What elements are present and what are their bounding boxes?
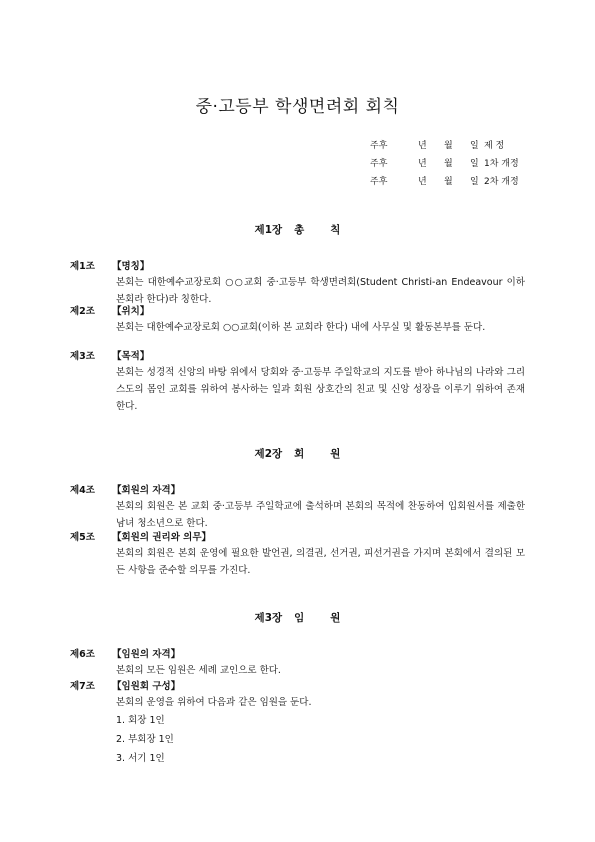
chapter-title-part: 원 (330, 612, 341, 624)
article (70, 679, 525, 768)
revision-month: 월 (444, 177, 453, 187)
revision-year: 년 (418, 141, 427, 151)
article-header (70, 304, 525, 319)
list-item: 1. 회장 1인 (116, 715, 165, 726)
revision-month: 월 (444, 141, 453, 151)
article-heading: 【임원회 구성】 (112, 681, 181, 692)
article-header (70, 259, 525, 274)
chapter-number: 제2장 (254, 448, 283, 460)
revision-era: 주후 (370, 177, 388, 187)
chapter-title-part: 칙 (330, 224, 341, 236)
article-number: 제2조 (70, 306, 95, 317)
chapter-number: 제1장 (254, 224, 283, 236)
article-heading: 【목적】 (112, 351, 150, 362)
list-item: 3. 서기 1인 (116, 753, 165, 764)
chapter-title-part: 원 (330, 448, 341, 460)
revision-row (370, 137, 519, 155)
article-text: 본회는 성경적 신앙의 바탕 위에서 당회와 중·고등부 주일학교의 지도를 받아 하나님의 나라와 그리스도의 몸인 교회를 위하여 봉사하는 일과 회원 상호간의 친교 및 신앙 성장을 이루기 위하여 존재한다. (116, 367, 525, 412)
revision-label: 2차 개정 (484, 177, 519, 187)
chapter-heading (0, 222, 595, 237)
revision-era: 주후 (370, 159, 388, 169)
chapter-title-part: 회 (294, 448, 305, 460)
article-heading: 【명칭】 (112, 261, 150, 272)
article-text: 본회의 모든 임원은 세례 교인으로 한다. (116, 665, 281, 676)
article (70, 259, 525, 308)
chapter-title-part: 임 (294, 612, 305, 624)
revision-era: 주후 (370, 141, 388, 151)
chapter-heading (0, 610, 595, 625)
revision-day: 일 (470, 177, 479, 187)
article-heading: 【회원의 자격】 (112, 485, 181, 496)
article-number: 제4조 (70, 485, 95, 496)
revision-day: 일 (470, 159, 479, 169)
article-text: 본회의 운영을 위하여 다음과 같은 임원을 둔다. (116, 697, 312, 708)
article-header (70, 530, 525, 545)
article-text: 본회의 회원은 본 교회 중·고등부 주일학교에 출석하며 본회의 목적에 찬동하여 입회원서를 제출한 남녀 청소년으로 한다. (116, 501, 525, 529)
revision-label: 제 정 (484, 141, 505, 151)
article (70, 530, 525, 579)
article (70, 349, 525, 415)
article-number: 제1조 (70, 261, 95, 272)
article (70, 304, 525, 336)
article-header (70, 349, 525, 364)
article-header (70, 483, 525, 498)
article-heading: 【위치】 (112, 306, 150, 317)
article-heading: 【회원의 권리와 의무】 (112, 532, 212, 543)
revision-day: 일 (470, 141, 479, 151)
article-text: 본회는 대한예수교장로회 ○○교회 중·고등부 학생면려회(Student Christi-an Endeavour 이하 본회라 한다)라 칭한다. (116, 277, 525, 305)
revision-month: 월 (444, 159, 453, 169)
article-text: 본회의 회원은 본회 운영에 필요한 발언권, 의결권, 선거권, 피선거권을 가지며 본회에서 결의된 모든 사항을 준수할 의무를 가진다. (116, 548, 525, 576)
article-number: 제3조 (70, 351, 95, 362)
revision-row (370, 155, 519, 173)
article-number: 제6조 (70, 649, 95, 660)
chapter-title-part: 총 (294, 224, 305, 236)
article (70, 647, 525, 679)
article-number: 제5조 (70, 532, 95, 543)
chapter-number: 제3장 (254, 612, 283, 624)
article-header (70, 679, 525, 694)
revision-year: 년 (418, 159, 427, 169)
article (70, 483, 525, 532)
article-number: 제7조 (70, 681, 95, 692)
revision-label: 1차 개정 (484, 159, 519, 169)
revision-row (370, 173, 519, 191)
chapter-heading (0, 446, 595, 461)
revision-year: 년 (418, 177, 427, 187)
article-header (70, 647, 525, 662)
article-heading: 【임원의 자격】 (112, 649, 181, 660)
list-item: 2. 부회장 1인 (116, 734, 174, 745)
revision-table (370, 137, 519, 191)
article-text: 본회는 대한예수교장로회 ○○교회(이하 본 교회라 한다) 내에 사무실 및 활동본부를 둔다. (116, 322, 486, 333)
document-title: 중·고등부 학생면려회 회칙 (195, 97, 400, 117)
